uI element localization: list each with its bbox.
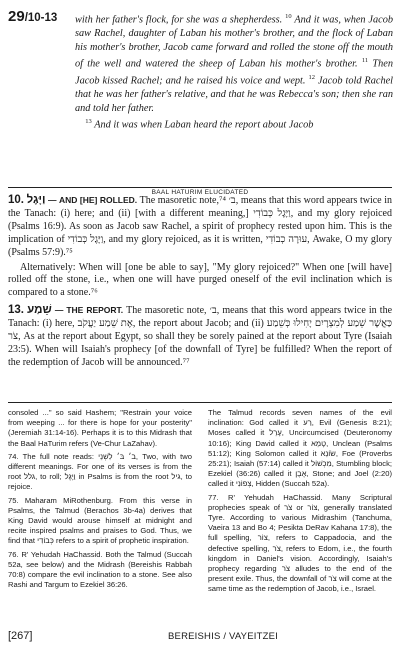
verse-number-11: 11 [361,57,369,65]
footnotes-right-column [208,408,392,598]
commentary-10-text2: Alternatively: When will [one be able to say], "My glory rejoiced?" When one [will have] rolled off the stone, i.e., when one will have purged oneself of the evil inclination which is compared to a stone.⁷⁶ [8,261,392,299]
page-number: [267] [8,630,33,642]
commentary-10-hebrew: וַיָּגֶל [26,194,46,206]
commentary-10-heading: — AND [HE] ROLLED. [48,195,138,205]
verse-11-text: Then Jacob kissed Rachel; and he raised his voice and wept. [75,58,393,87]
footnote-74: 74. The full note reads: ב׳ בּ׳ לִשְׁנֵי, Two, with two different meanings. For one of its verses is from the root גלל, to roll; וַיָּגֶל in Psalms is from the root גיל, to rejoice. [8,451,192,492]
commentary-10-number: 10. [8,194,24,206]
verse-13-text: And it was when Laban heard the report about Jacob [94,119,314,131]
verse-number-12: 12 [308,74,315,82]
verse-number-13: 13 [85,118,92,126]
verse-range: /10-13 [24,12,58,24]
commentary-10-alternative [8,262,392,301]
page-footer [8,630,392,646]
chapter-number: 29 [8,8,25,25]
verse-number-10: 10 [285,13,292,20]
notes-divider [8,402,392,403]
commentary [8,194,392,372]
commentary-13-number: 13. [8,304,24,317]
footnote: consoled ..." so said Hashem; "Restrain your voice from weeping ... for there is hope for your posterity" (Jeremiah 31:14-16). Perhaps it is to this Midrash that the Baal HaTurim refers (Ve-Chur LaZahav). [8,408,192,448]
commentary-10 [8,194,392,260]
commentary-13-text: The masoretic note, ב׳, means that this word appears twice in the Tanach: (i) here, אֶת שֵׁמַע יַעֲקֹב, the report about Jacob; and (ii) כַּאֲשֶׁר שֵׁמַע לְמִצְרָיִם יָחִילוּ כְּשֵׁמַע צֹר, As at the report about Egypt, so shall they be sorely pained at the report about Tyre (Isaiah 23:5). When will Isaiah's prophecy [of the downfall of Tyre] be fulfilled? When the report of the redemption of Jacob will be announced.⁷⁷ [8,305,393,368]
verse-10-text: And it was, when Jacob saw Rachel, daughter of Laban his mother's brother, and the flock of Laban his mother's brother, Jacob came forward and rolled the stone off the mouth of the well and watered the sheep of Laban his mother's brother. [75,14,394,70]
footnote-75: 75. Maharam MiRothenburg. From this verse in Psalms, the Talmud (Berachos 3b-4a) derives that King David would arouse himself at midnight and recite inspired psalms and praises to God. Thus, we find that כְּבוֹדִי refers to a spirit of prophetic inspiration. [8,495,192,546]
footnote-76-continued: The Talmud records seven names of the evil inclination: God called it רַע, Evil (Genesis 8:21); Moses called it עָרֵל, Uncircumcised (Deuteronomy 10:16); King David called it טָמֵא, Unclean (Psalms 51:12); King Solomon called it שׂוֹנֵא, Foe (Proverbs 25:21); Isaiah (57:14) called it מִכְשׁוֹל, Stumbling block; Ezekiel (36:26) called it אֶבֶן, Stone; and Joel (2:20) called it צְפוֹנִי, Hidden (Succah 52a). [208,408,392,489]
commentary-10-text: The masoretic note,⁷⁴ ב׳, means that this word appears twice in the Tanach: (i) here; and (ii) [with a different meaning,] וַיָּגֶל כְּבוֹדִי, and my glory rejoiced (Psalms 16:9). As soon as Jacob saw Rachel, a spirit of prophecy rested upon him. This is the implication of וַיָּגֶל כְּבוֹדִי, and my glory rejoiced, as it is written, עוּרָה כְבוֹדִי, Awake, O my glory (Psalms 57:9).⁷⁵ [8,195,393,258]
verse-9-end: with her father's flock, for she was a shepherdess. [75,14,283,26]
footnotes-left-column [8,408,192,593]
book-title: BEREISHIS / VAYEITZEI [168,631,278,642]
footnote-76: 76. R' Yehudah HaChassid. Both the Talmud (Succah 52a, see below) and the Midrash (Bereishis Rabbah 70:8) compare the evil inclination to a stone. See also Rashi and Targum to Ezekiel 36:26. [8,549,192,590]
commentary-13-heading: — THE REPORT. [54,305,124,316]
commentary-13-hebrew: שֵׁמַע [27,304,52,317]
verse-translation [75,10,393,132]
verse-reference [8,8,57,25]
section-divider-label: BAAL HATURIM ELUCIDATED [146,189,255,196]
verse-12-text: Jacob told Rachel that he was her father's relative, and that he was Rebecca's son; then she ran and told her father. [75,75,394,114]
commentary-13 [8,304,392,370]
footnote-77: 77. R' Yehudah HaChassid. Many Scriptural prophecies speak of צֹר or צוֹר, generally translated Tyre. According to various Midrashim (Tanchuma, Vaeira 13 and Bo 4; Pesikta DeRav Kahana 17:8), the full spelling, צוֹר, refers to Cappadocia, and the defective spelling, צֹר, refers to Edom, i.e., the fourth kingdom in Daniel's vision. Accordingly, Isaiah's prophecy regarding צֹר alludes to the end of the present exile. Thus, the downfall of צֹר will come at the same time as the redemption of Jacob, i.e., Israel. [208,492,392,594]
